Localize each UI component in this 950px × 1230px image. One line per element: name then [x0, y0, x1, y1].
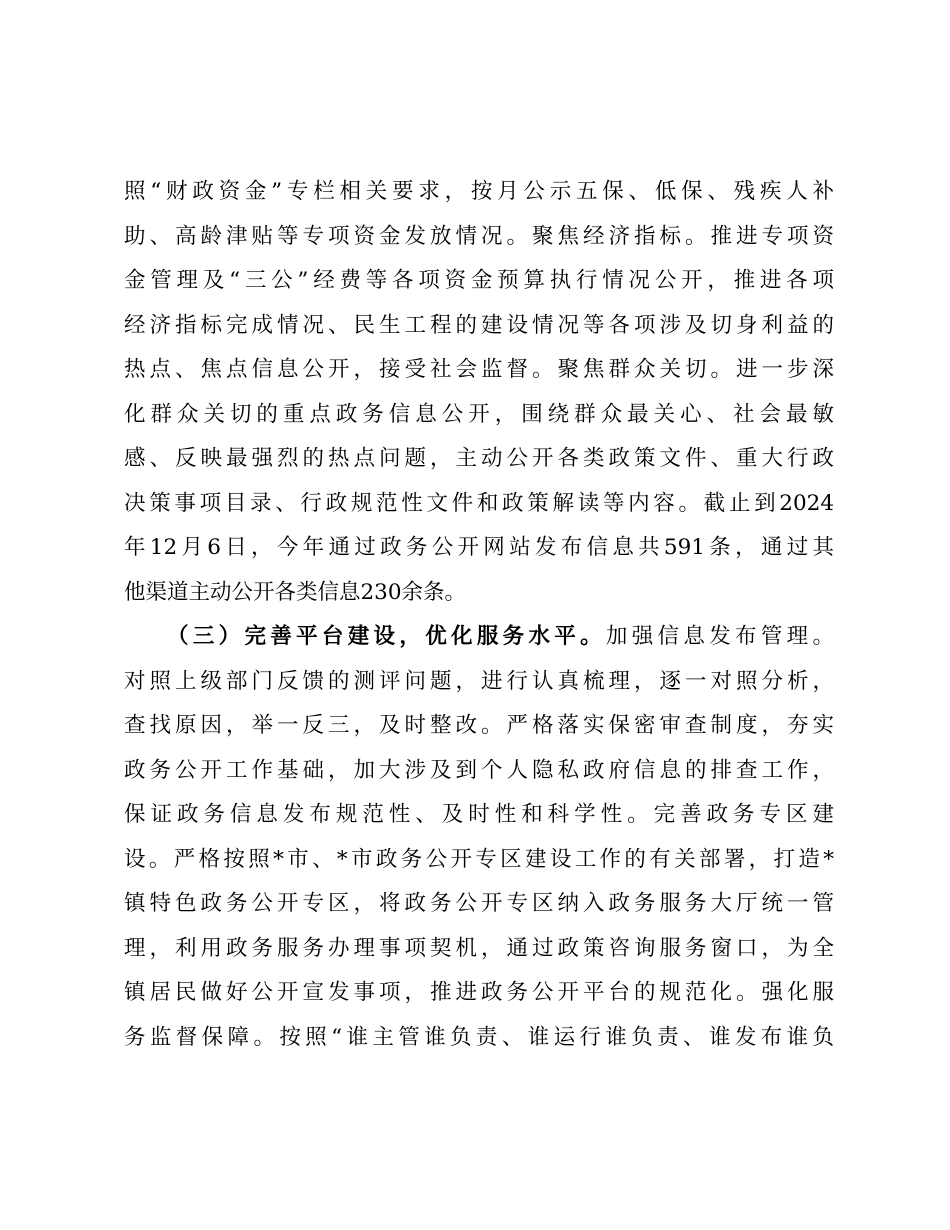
text-line: 查找原因，举一反三，及时整改。严格落实保密审查制度，夯实: [124, 713, 834, 738]
text-line: 保证政务信息发布规范性、及时性和科学性。完善政务专区建: [124, 802, 834, 827]
text-line: 对照上级部门反馈的测评问题，进行认真梳理，逐一对照分析，: [124, 668, 834, 694]
text-line: 镇特色政务公开专区，将政务公开专区纳入政务服务大厅统一管: [124, 891, 834, 916]
text-line: 年12月6日，今年通过政务公开网站发布信息共591条，通过其: [124, 535, 834, 560]
text-line: 照“财政资金”专栏相关要求，按月公示五保、低保、残疾人补: [124, 179, 834, 204]
section-heading: （三）完善平台建设，优化服务水平。: [167, 624, 606, 649]
text-line: 镇居民做好公开宣发事项，推进政务公开平台的规范化。强化服: [124, 980, 834, 1005]
text-line: 设。严格按照*市、*市政务公开专区建设工作的有关部署，打造*: [124, 846, 834, 872]
section-heading-rest: 加强信息发布管理。: [605, 624, 834, 649]
document-page: [124, 170, 834, 1060]
text-line: 感、反映最强烈的热点问题，主动公开各类政策文件、重大行政: [124, 446, 834, 471]
text-line: 政务公开工作基础，加大涉及到个人隐私政府信息的排查工作，: [124, 757, 834, 783]
text-line: 热点、焦点信息公开，接受社会监督。聚焦群众关切。进一步深: [124, 357, 834, 382]
section-heading-line: [124, 615, 834, 660]
text-line: 金管理及“三公”经费等各项资金预算执行情况公开，推进各项: [124, 268, 834, 293]
text-line: 经济指标完成情况、民生工程的建设情况等各项涉及切身利益的: [124, 312, 834, 338]
text-line: 他渠道主动公开各类信息230余条。: [124, 579, 467, 605]
paragraph-2: [124, 615, 834, 1060]
text-line: 化群众关切的重点政务信息公开，围绕群众最关心、社会最敏: [124, 401, 834, 427]
text-line: 助、高龄津贴等专项资金发放情况。聚焦经济指标。推进专项资: [124, 223, 834, 249]
text-line: 决策事项目录、行政规范性文件和政策解读等内容。截止到2024: [124, 490, 834, 516]
paragraph-1: [124, 170, 834, 615]
text-line: 理，利用政务服务办理事项契机，通过政策咨询服务窗口，为全: [124, 935, 834, 961]
text-line: 务监督保障。按照“谁主管谁负责、谁运行谁负责、谁发布谁负: [124, 1024, 834, 1050]
